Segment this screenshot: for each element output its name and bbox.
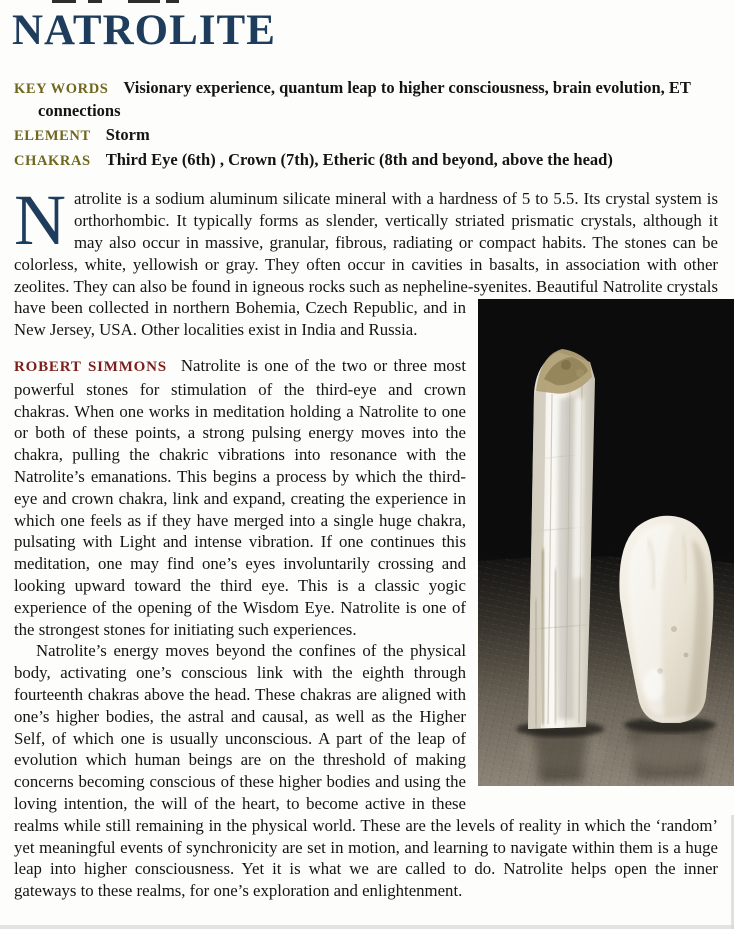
property-value-chakras: Third Eye (6th) , Crown (7th), Etheric (8th and beyond, above the head)	[105, 150, 613, 170]
closing-paragraph: Natrolite’s energy moves beyond the confines of the physical body, activating one’s conscious link with the eighth through fourteenth chakras above the head. These chakras are aligned with one’s higher bodies, the astral and causal, as well as the Higher Self, of which one is usually unconscious. A part of the leap of evolution which human beings are on the threshold of making concerns becoming conscious of these higher bodies and using the loving intention, the will of the heart, to become active in these realms while still remaining in the physical world. These are the levels of reality in which the ‘random’ yet meaningful events of synchronicity are set in motion, and learning to navigate within them is a huge leap into higher consciousness. Yet it is what we are called to do. Natrolite helps open the inner gateways to these realms, for one’s exploration and enlightenment.	[14, 641, 718, 901]
page-title: NATROLITE	[12, 7, 276, 54]
simmons-text: Natrolite is one of the two or three most powerful stones for stimulation of the third-eye and crown chakras. When one works in meditation holding a Natrolite to one or both of these points, a strong pulsing energy moves into the chakra, pulling the chakric vibrations into resonance with the Natrolite’s emanations. This begins a process by which the third-eye and crown chakra, link and expand, creating the experience in which one feels as if they have merged into a single huge chakra, pulsating with Light and intense vibration. If one continues this meditation, one may find one’s eyes involuntarily crossing and looking upward toward the third eye. This is a classic yogic experience of the opening of the Wisdom Eye. Natrolite is one of the strongest stones for initiating such experiences.	[14, 356, 466, 639]
property-label-element: ELEMENT	[14, 128, 91, 145]
intro-paragraph	[14, 180, 718, 341]
cropped-text-remnant	[52, 0, 76, 3]
property-label-keywords: KEY WORDS	[14, 81, 109, 98]
cropped-text-remnant	[88, 0, 102, 3]
cropped-text-remnant	[128, 0, 160, 3]
property-list	[14, 77, 718, 172]
property-value-keywords: Visionary experience, quantum leap to higher consciousness, brain evolution, ET connections	[38, 78, 691, 121]
property-row-element	[14, 124, 718, 147]
scan-edge-bottom	[0, 925, 734, 929]
property-value-element: Storm	[105, 125, 150, 145]
drop-cap: N	[14, 180, 66, 261]
intro-text-after-photo: Czech Republic, and in New Jersey, USA. Other localities exist in India and Russia.	[14, 298, 466, 340]
intro-text-before-photo: atrolite is a sodium aluminum silicate mineral with a hardness of 5 to 5.5. Its crystal system is orthorhombic. It typically forms as slender, vertically striated prismatic crystals, although it may also occur in massive, granular, fibrous, radiating or compact habits. The stones can be colorless, white, yellowish or gray. They often occur in cavities in basalts, in association with other zeolites. They can also be found in igneous rocks such as nepheline-syenites. Beautiful Natrolite crystals have been collected in northern Bohemia,	[14, 189, 718, 318]
property-label-chakras: CHAKRAS	[14, 153, 91, 170]
prismatic-crystal	[528, 349, 595, 729]
natrolite-photo-illustration	[478, 299, 734, 786]
simmons-label: ROBERT SIMMONS	[14, 359, 167, 376]
cropped-text-remnant	[166, 0, 179, 3]
property-row-chakras	[14, 149, 718, 172]
property-row-keywords	[14, 77, 718, 122]
natrolite-photo	[478, 299, 734, 786]
